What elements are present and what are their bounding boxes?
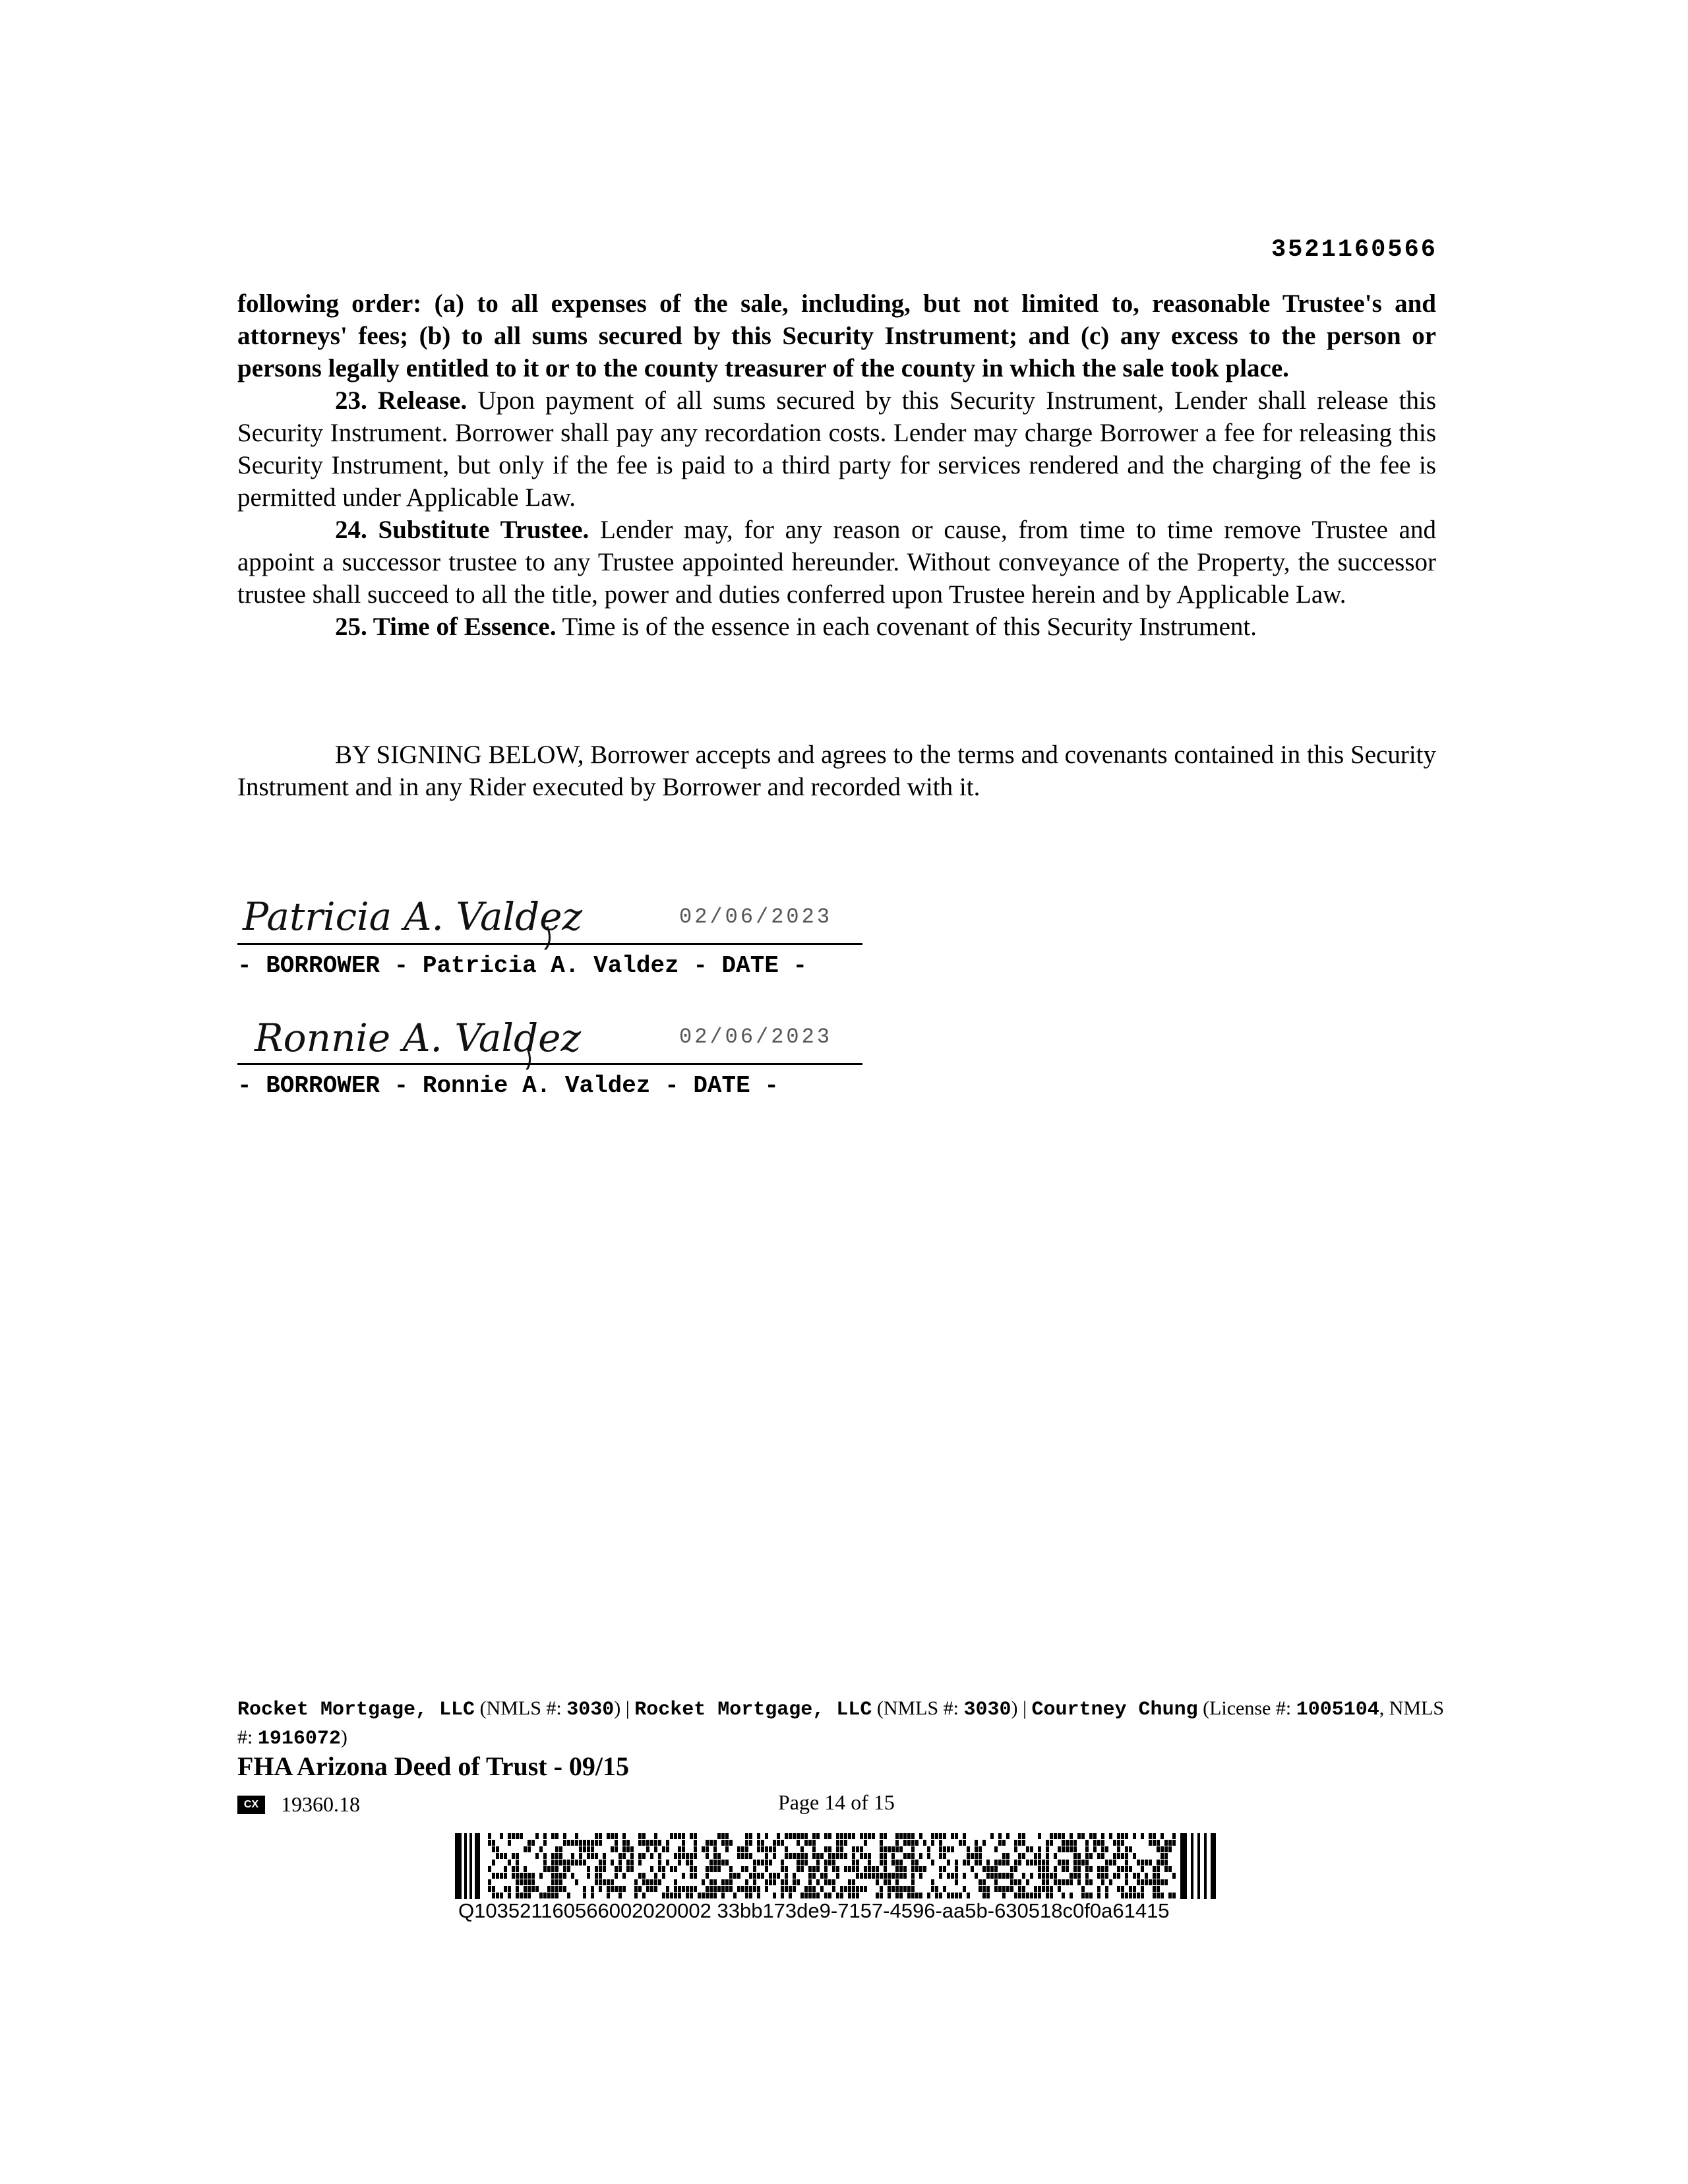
signature-caption: - BORROWER - Patricia A. Valdez - DATE - [237,952,808,979]
signing-statement-block [237,739,1436,803]
nmls-label: (NMLS #: [475,1697,567,1719]
section-23-release [237,384,1436,514]
lender-footer [237,1695,1451,1753]
signing-statement: BY SIGNING BELOW, Borrower accepts and agrees to the terms and covenants contained in this Security Instrument and in any Rider executed by Borrower and recorded with it. [237,741,1436,801]
signature-patricia-valdez [237,890,607,950]
nmls-label: , NMLS #: [237,1697,1445,1748]
svg-text:Ronnie A. Valdez: Ronnie A. Valdez [255,1016,582,1060]
section-24-heading: 24. Substitute Trustee. [335,516,589,544]
barcode-image [455,1833,1220,1899]
license-number: 1005104 [1296,1699,1379,1721]
section-25-text: Time is of the essence in each covenant of this Security Instrument. [556,613,1257,641]
nmls-number: 3030 [963,1699,1011,1721]
signature-date: 02/06/2023 [679,1025,833,1049]
loan-originator-name: Courtney Chung [1031,1699,1198,1721]
signature-line [237,1063,862,1065]
separator: ) | [614,1697,635,1719]
signature-ronnie-valdez [237,1010,607,1070]
svg-text:Patricia A. Valdez: Patricia A. Valdez [243,894,583,939]
lender-name: Rocket Mortgage, LLC [237,1699,475,1721]
signature-block-ronnie [237,1010,897,1103]
section-25-time-of-essence [237,611,1436,643]
signature-block-patricia [237,890,897,983]
signature-date: 02/06/2023 [679,905,833,929]
barcode-text: Q103521160566002020002 33bb173de9-7157-4596-aa5b-630518c0f0a61415 [458,1899,1170,1922]
nmls-label: (NMLS #: [872,1697,964,1719]
nmls-number: 3030 [566,1699,615,1721]
license-label: (License #: [1197,1697,1296,1719]
document-body [237,288,1436,643]
section-24-substitute-trustee [237,514,1436,611]
section-23-heading: 23. Release. [335,386,467,415]
sale-proceeds-paragraph: following order: (a) to all expenses of the sale, including, but not limited to, reasonable Trustee's and attorneys' fees; (b) to all sums secured by this Security Instrument; and (c) any excess to the person or persons legally entitled to it or to the county treasurer of the county in which the sale took place. [237,289,1436,382]
signature-caption: - BORROWER - Ronnie A. Valdez - DATE - [237,1072,779,1099]
lender-name: Rocket Mortgage, LLC [634,1699,872,1721]
close-paren: ) [340,1726,347,1748]
section-25-heading: 25. Time of Essence. [335,613,557,641]
cx-logo-icon: CX [237,1796,265,1814]
form-number: 19360.18 [281,1792,360,1817]
section-24-text: Lender may, for any reason or cause, from time to time remove Trustee and appoint a successor trustee to any Trustee appointed hereunder. Without conveyance of the Property, the successor trustee shall succeed to all the title, power and duties conferred upon Trustee herein and by Applicable Law. [237,516,1436,609]
section-23-text: Upon payment of all sums secured by this Security Instrument, Lender shall release this Security Instrument. Borrower shall pay any recordation costs. Lender may charge Borrower a fee for releasing this Security Instrument, but only if the fee is paid to a third party for services rendered and the charging of the fee is permitted under Applicable Law. [237,386,1437,512]
nmls-number: 1916072 [257,1728,341,1750]
page-number: Page 14 of 15 [778,1790,895,1814]
separator: ) | [1011,1697,1032,1719]
signature-line [237,943,862,945]
loan-number: 3521160566 [1271,236,1437,264]
form-title: FHA Arizona Deed of Trust - 09/15 [237,1751,630,1781]
